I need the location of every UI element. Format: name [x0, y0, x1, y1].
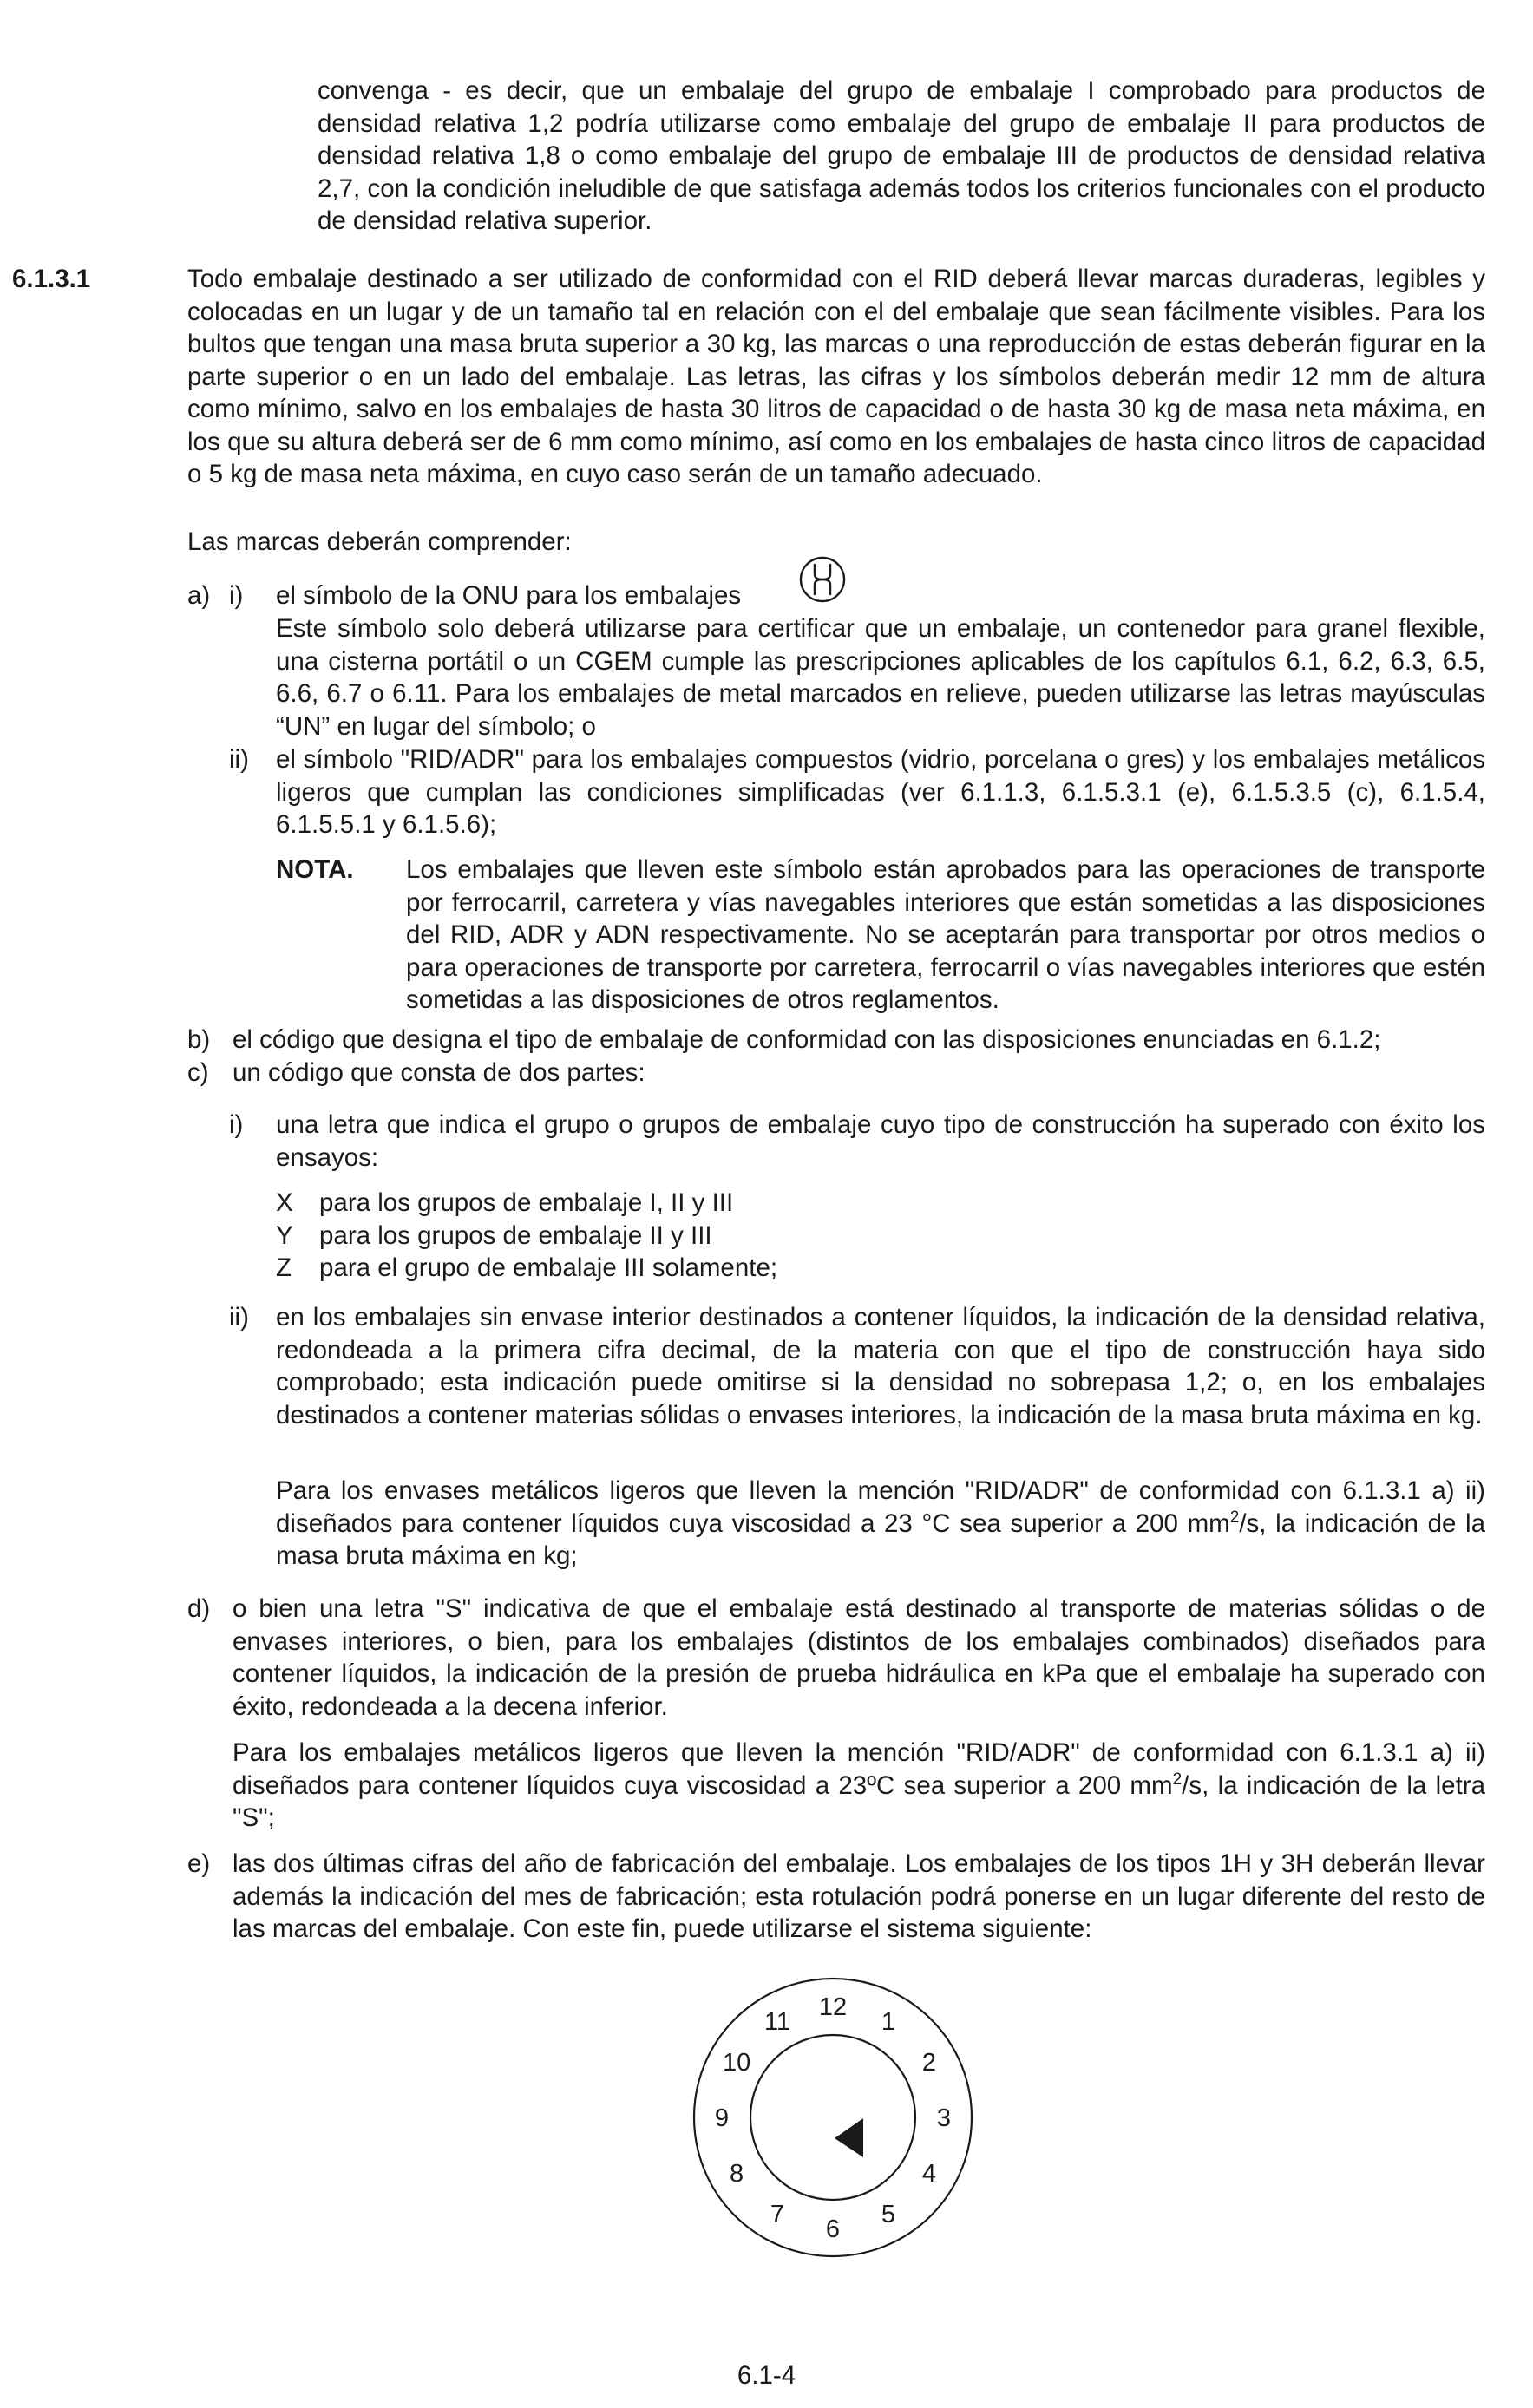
month-clock-diagram [690, 1974, 976, 2261]
list-item [276, 1252, 1143, 1285]
page-number: 6.1-4 [737, 2361, 796, 2390]
intro-text: convenga - es decir, que un embalaje del grupo de embalaje I comprobado para productos de densidad relativa 1,2 podría utilizarse como embalaje del grupo de embalaje II para productos de densidad relativa 1,8 o como embalaje del grupo de embalaje III de productos de densidad relativa 2,7, con la condición ineludible de que satisfaga además todos los criterios funcionales con el producto de densidad relativa superior. [318, 76, 1485, 235]
item-a-i-description [276, 612, 1485, 743]
clock-number: 6 [825, 2215, 841, 2243]
item-c-label: c) [187, 1058, 209, 1087]
letter-list [276, 1187, 1143, 1285]
nota-text: Los embalajes que lleven este símbolo están aprobados para las operaciones de transporte por ferrocarril, carretera y vías navegables interiores que están sometidas a las disposiciones del RID, ADR y ADN respectivamente. No se aceptarán para transportar por otros medios o para operaciones de transporte por carretera, ferrocarril o vías navegables interiores que estén sometidas a las disposiciones de otros reglamentos. [406, 855, 1485, 1014]
clock-number: 10 [722, 2049, 751, 2077]
section-number: 6.1.3.1 [12, 265, 91, 293]
nota-label: NOTA. [276, 855, 354, 884]
item-c-i-label: i) [229, 1110, 244, 1139]
letter-description: para los grupos de embalaje I, II y III [319, 1188, 734, 1217]
item-e [233, 1848, 1485, 1946]
item-d-label: d) [187, 1594, 211, 1623]
item-c-text: un código que consta de dos partes: [233, 1058, 645, 1087]
clock-number: 11 [763, 2008, 791, 2037]
intro-paragraph [318, 75, 1485, 238]
item-c-ii-text: en los embalajes sin envase interior destinados a contener líquidos, la indicación de la densidad relativa, redondeada a la primera cifra decimal, de la materia con que el tipo de construcción haya sido comprobado; esta indicación puede omitirse si la densidad no sobrepasa 1,2; o, en los embalajes destinados a contener materias sólidas o envases interiores, la indicación de la masa bruta máxima en kg. [276, 1303, 1485, 1430]
un-packaging-symbol-icon [798, 555, 847, 604]
section-text: Todo embalaje destinado a ser utilizado de conformidad con el RID deberá llevar marcas duraderas, legibles y colocadas en un lugar y de un tamaño tal en relación con el del embalaje que sean fácilmente visibles. Para los bultos que tengan una masa bruta superior a 30 kg, las marcas o una reproducción de estas deberán figurar en la parte superior o en un lado del embalaje. Las letras, las cifras y los símbolos deberán medir 12 mm de altura como mínimo, salvo en los embalajes de hasta 30 litros de capacidad o de hasta 30 kg de masa neta máxima, en los que su altura deberá ser de 6 mm como mínimo, así como en los embalajes de hasta cinco litros de capacidad o 5 kg de masa neta máxima, en cuyo caso serán de un tamaño adecuado. [187, 265, 1485, 488]
letter-description: para los grupos de embalaje II y III [319, 1220, 712, 1250]
clock-number: 4 [921, 2160, 936, 2188]
item-c-ii-paragraph-2 [276, 1475, 1485, 1573]
item-a-i-desc-text: Este símbolo solo deberá utilizarse para certificar que un embalaje, un contenedor para granel flexible, una cisterna portátil o un CGEM cumple las prescripciones aplicables de los capítulos 6.1, 6.2, 6.3, 6.5, 6.6, 6.7 o 6.11. Para los embalajes de metal marcados en relieve, pueden utilizarse las letras mayúsculas “UN” en lugar del símbolo; o [276, 614, 1485, 741]
letter-code: Y [276, 1220, 293, 1250]
clock-number: 1 [881, 2008, 896, 2037]
letter-description: para el grupo de embalaje III solamente; [319, 1253, 778, 1282]
nota-paragraph [406, 854, 1485, 1017]
item-b-label: b) [187, 1025, 211, 1054]
letter-code: Z [276, 1253, 292, 1282]
item-c-ii-label: ii) [229, 1303, 249, 1332]
item-b [233, 1024, 1485, 1057]
item-c-ii-para2: Para los envases metálicos ligeros que lleven la mención "RID/ADR" de conformidad con 6.1.3.1 a) ii) diseñados para contener líquidos cuya viscosidad a 23 °C sea superior a 200 $mm^2/s$, la indicación de la masa bruta máxima en kg; [276, 1476, 1485, 1570]
marks-intro: Las marcas deberán comprender: [187, 527, 572, 556]
item-a-label: a) [187, 581, 211, 610]
item-a-i-text: el símbolo de la ONU para los embalajes [276, 581, 742, 610]
list-item [276, 1187, 1143, 1220]
item-d [233, 1593, 1485, 1723]
item-c-i [276, 1109, 1485, 1174]
list-item [276, 1220, 1143, 1253]
item-e-label: e) [187, 1849, 211, 1878]
clock-number: 2 [921, 2049, 936, 2077]
item-d-text: o bien una letra "S" indicativa de que el embalaje está destinado al transporte de materias sólidas o de envases interiores, o bien, para los embalajes (distintos de los embalajes combinados) diseñados para contener líquidos, la indicación de la presión de prueba hidráulica en kPa que el embalaje ha superado con éxito, redondeada a la decena inferior. [233, 1594, 1485, 1721]
item-d-para2: Para los embalajes metálicos ligeros que lleven la mención "RID/ADR" de conformidad con 6.1.3.1 a) ii) diseñados para contener líquidos cuya viscosidad a 23ºC sea superior a 200 $mm^2/s$, la indicación de la letra "S"; [233, 1738, 1485, 1832]
item-c-ii [276, 1301, 1485, 1431]
item-a-i-label: i) [229, 581, 244, 610]
clock-number: 5 [881, 2200, 896, 2228]
clock-number: 3 [936, 2104, 952, 2132]
clock-inner-ring [750, 2035, 915, 2200]
clock-pointer-icon [835, 2118, 863, 2157]
item-b-text: el código que designa el tipo de embalaje de conformidad con las disposiciones enunciadas en 6.1.2; [233, 1025, 1381, 1054]
clock-number: 7 [770, 2200, 785, 2228]
clock-number: 9 [714, 2104, 730, 2132]
item-d-paragraph-2 [233, 1737, 1485, 1835]
item-c-i-text: una letra que indica el grupo o grupos de embalaje cuyo tipo de construcción ha superado con éxito los ensayos: [276, 1110, 1485, 1172]
section-paragraph [187, 263, 1485, 491]
letter-code: X [276, 1188, 293, 1217]
item-e-text: las dos últimas cifras del año de fabricación del embalaje. Los embalajes de los tipos 1H y 3H deberán llevar además la indicación del mes de fabricación; esta rotulación podrá ponerse en un lugar diferente del resto de las marcas del embalaje. Con este fin, puede utilizarse el sistema siguiente: [233, 1849, 1485, 1943]
clock-number: 12 [818, 1993, 848, 2021]
item-a-ii [276, 743, 1485, 841]
item-a-ii-label: ii) [229, 745, 249, 774]
item-a-ii-text: el símbolo "RID/ADR" para los embalajes compuestos (vidrio, porcelana o gres) y los embalajes metálicos ligeros que cumplan las condiciones simplificadas (ver 6.1.1.3, 6.1.5.3.1 (e), 6.1.5.3.5 (c), 6.1.5.4, 6.1.5.5.1 y 6.1.5.6); [276, 745, 1485, 839]
clock-number: 8 [730, 2160, 744, 2188]
